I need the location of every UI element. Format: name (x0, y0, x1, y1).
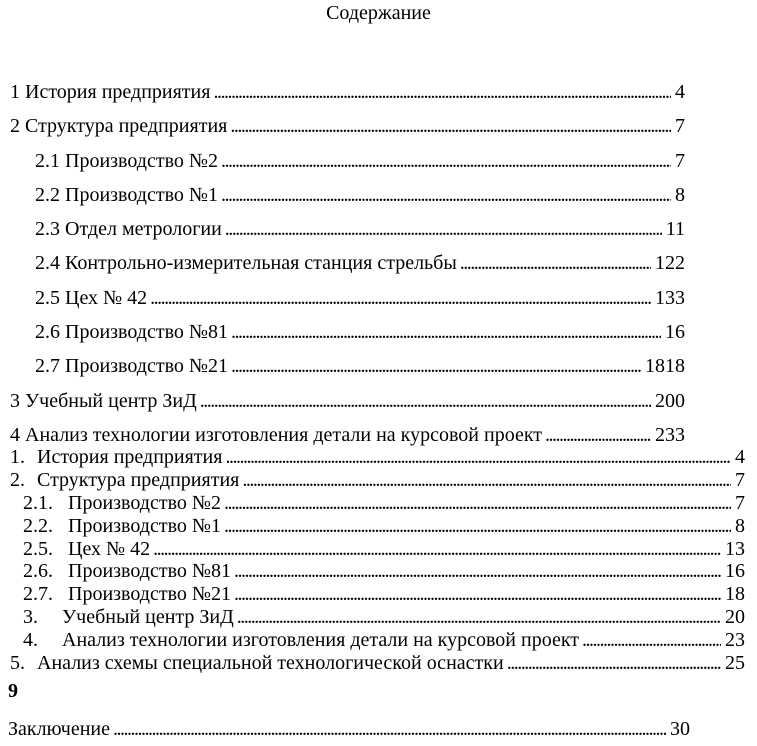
toc-entry-page: 23 (725, 629, 745, 652)
toc-entry-label: Производство №2 (68, 491, 221, 514)
toc-leader-dots (225, 446, 731, 469)
toc-entry[interactable] (10, 75, 685, 109)
toc-entry-label: Производство №21 (68, 583, 231, 606)
toc-entry-label: Анализ схемы специальной технологической оснастки (37, 652, 504, 675)
toc-entry-label: Структура предприятия (37, 468, 240, 491)
toc-entry[interactable] (10, 384, 685, 418)
toc-leader-dots (153, 538, 721, 561)
toc-entry-page: 133 (655, 286, 685, 309)
toc-entry-label: 1 История предприятия (10, 81, 211, 103)
toc-entry-page: 11 (665, 218, 685, 241)
toc-entry[interactable] (10, 583, 745, 606)
toc-entry-page: 18 (725, 583, 745, 606)
toc-leader-dots (507, 652, 721, 675)
toc-entry-page: 30 (670, 718, 690, 740)
toc-entry[interactable] (10, 606, 745, 629)
toc-entry[interactable] (10, 538, 745, 561)
toc-entry-number: 3. (23, 606, 38, 629)
toc-leader-dots (221, 144, 671, 178)
toc-entry-page: 16 (665, 321, 685, 344)
toc-leader-dots (221, 178, 671, 212)
page-title: Содержание (326, 2, 431, 24)
toc-leader-dots (231, 315, 661, 349)
toc-entry-label: 2.4 Контрольно-измерительная станция стрельбы (35, 252, 457, 275)
toc-entry-number: 2. (10, 468, 25, 491)
toc-entry-page: 8 (735, 514, 745, 537)
toc-leader-dots (213, 75, 671, 109)
toc-entry-number: 5. (10, 652, 25, 675)
toc-entry-number: 2.6. (23, 560, 53, 583)
toc-entry-number: 1. (10, 446, 25, 468)
toc-leader-dots (113, 718, 666, 741)
toc-leader-dots (231, 349, 641, 383)
toc-leader-dots (200, 384, 651, 418)
toc-entry-page: 20 (725, 606, 745, 629)
toc-leader-dots (234, 583, 721, 606)
toc-entry-number: 4. (23, 629, 38, 652)
toc-entry-page: 200 (655, 389, 685, 412)
toc-entry-page: 4 (675, 81, 685, 103)
toc-entry-page: 7 (675, 115, 685, 138)
toc-leader-dots (224, 515, 731, 538)
toc-entry[interactable] (10, 212, 685, 246)
toc-entry-label: 2.3 Отдел метрологии (35, 218, 222, 241)
toc-entry-number: 2.1. (23, 491, 53, 514)
toc-leader-dots (225, 212, 662, 246)
toc-entry-page: 4 (735, 446, 745, 468)
toc-entry[interactable] (10, 492, 745, 515)
toc-leader-dots (230, 109, 671, 143)
toc-entry[interactable] (10, 315, 685, 349)
toc-entry[interactable] (10, 281, 685, 315)
toc-entry-label: 3 Учебный центр ЗиД (10, 389, 197, 412)
toc-entry-label: Заключение (8, 718, 110, 740)
toc-entry-label: 2.1 Производство №2 (35, 149, 218, 172)
toc-leader-dots (237, 606, 721, 629)
toc-entry-label: Анализ технологии изготовления детали на курсовой проект (62, 629, 580, 652)
toc-entry[interactable] (10, 515, 745, 538)
toc-entry-label: Цех № 42 (68, 537, 151, 560)
toc-entry-label: Учебный центр ЗиД (62, 606, 234, 629)
toc-entry[interactable] (10, 178, 685, 212)
toc-entry[interactable] (10, 349, 685, 383)
toc-entry-label: 2.2 Производство №1 (35, 183, 218, 206)
toc-entry-page: 8 (675, 183, 685, 206)
toc-entry-label: 4 Анализ технологии изготовления детали на курсовой проект (10, 423, 543, 446)
toc-entry-label: Производство №1 (68, 514, 221, 537)
toc-entry[interactable] (10, 560, 745, 583)
toc-entry-page: 7 (675, 149, 685, 172)
toc-entry-page: 122 (655, 252, 685, 275)
toc-entry-page: 1818 (645, 355, 685, 378)
toc-entry-label: История предприятия (37, 446, 223, 468)
toc-entry-number: 2.2. (23, 514, 53, 537)
toc-entry-conclusion[interactable] (8, 718, 690, 741)
toc-entry-number: 2.7. (23, 583, 53, 606)
toc-entry[interactable] (10, 652, 745, 675)
toc-primary-list (10, 75, 685, 452)
orphan-page-number: 9 (8, 680, 18, 702)
toc-entry[interactable] (10, 144, 685, 178)
toc-entry-label: 2.6 Производство №81 (35, 321, 228, 344)
toc-leader-dots (582, 629, 721, 652)
toc-entry[interactable] (10, 629, 745, 652)
toc-entry[interactable] (10, 446, 745, 469)
toc-leader-dots (150, 281, 651, 315)
toc-entry-page: 16 (725, 560, 745, 583)
toc-entry-page: 7 (735, 491, 745, 514)
toc-entry[interactable] (10, 109, 685, 143)
toc-leader-dots (224, 492, 731, 515)
toc-entry-number: 2.5. (23, 537, 53, 560)
toc-entry-page: 13 (725, 537, 745, 560)
toc-entry-label: 2 Структура предприятия (10, 115, 228, 138)
toc-entry-page: 233 (655, 423, 685, 446)
toc-entry-label: 2.5 Цех № 42 (35, 286, 148, 309)
toc-entry[interactable] (10, 246, 685, 280)
toc-secondary-list (10, 446, 745, 675)
toc-leader-dots (234, 560, 721, 583)
toc-entry-page: 25 (725, 652, 745, 675)
toc-entry-label: Производство №81 (68, 560, 231, 583)
toc-leader-dots (460, 246, 651, 280)
toc-entry-label: 2.7 Производство №21 (35, 355, 228, 378)
toc-entry-page: 7 (735, 468, 745, 491)
toc-leader-dots (242, 469, 731, 492)
toc-entry[interactable] (10, 469, 745, 492)
